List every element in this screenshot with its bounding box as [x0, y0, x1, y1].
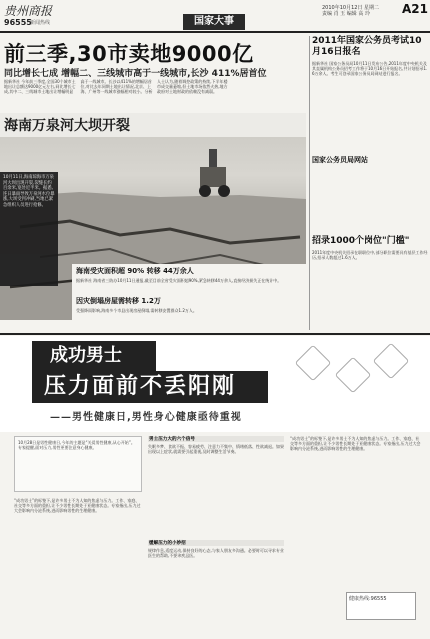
column-divider [309, 36, 310, 330]
masthead-logo: 贵州商报 [4, 4, 53, 18]
inset-headline-2: 因灾倒塌房屋需转移 1.2万 [76, 297, 161, 305]
hotline-number: 96555 [4, 18, 32, 27]
inset-body-1: 据新华社 海南省三防办10月11日通报,截至目前全省受灾面积超90%,紧急转移44万余人,直接经济损失正在统计中。 [76, 278, 282, 283]
photo-caption-text: 10月11日,海南琼海市万泉河大坝出现开裂,裂缝长约百余米,宽处近半米。据悉,连日暴雨导致万泉河水位暴涨,大坝受到冲刷,当地已紧急组织人员进行抢修。 [3, 175, 55, 208]
section-tab: 国家大事 [183, 14, 245, 30]
lead-body: 据新华社 今年前三季度,全国30个城市土地出让总额达9000亿元左右,同比增长七成,其中二、三线城市土地出让增幅明显高于一线城市。长沙以411%的增幅居首位,对比去年同期土地出让情况,北京、上海、广州等一线城市涨幅相对较小。分析人士认为,随着调控政策的持续,下半年楼市成交量萎缩,但土地市场依然火热,地方政府对土地财政的依赖没有减弱。 [4, 79, 228, 95]
sidebar-headline-1: 2011年国家公务员考试10月16日报名 [312, 36, 422, 57]
feature-tagline: ——男性健康日,男性身心健康亟待重视 [50, 412, 242, 423]
feature-col3-text: 规律作息,适度运动,保持良好的心态,与家人朋友多沟通。必要时可以寻求专业医生的帮助,不要讳疾忌医。 [148, 548, 284, 559]
feature-intro-box [14, 436, 142, 492]
feature-col3-label: 缓解压力的小妙招 [148, 540, 284, 546]
flood-inset [72, 264, 306, 320]
health-hotline-text: 健康热线:96555 [349, 596, 387, 602]
inset-headline-1: 海南受灾面积超 90% 转移 44万余人 [76, 267, 194, 275]
feature-headline-line2: 压力面前不丢阳刚 [32, 371, 268, 403]
feature-rule [0, 333, 430, 335]
page-number: A21 [402, 2, 428, 16]
lead-headline: 前三季,30市卖地9000亿 [4, 42, 254, 66]
feature-col2-label: 男士压力大的六个信号 [148, 436, 284, 442]
lead-subhead: 同比增长七成 增幅二、三线城市高于一线城市,长沙 411%居首位 [4, 69, 267, 79]
hotline-label: 新闻热线 [30, 20, 51, 26]
feature-col2-text: 失眠多梦、食欲不振、容易疲劳、注意力不集中、情绪低落、性欲减退。如果出现以上症状,就需要引起重视,及时调整生活节奏。 [148, 444, 284, 455]
feature-intro-text: 10月28日是男性健康日,今年的主题是“关爱男性健康,从心开始”。专家提醒,面对压力,男性更要注意身心健康。 [18, 440, 135, 451]
sidebar-headline-2: 国家公务员局网站 [312, 156, 368, 164]
sidebar-body-1: 据新华社 国家公务员局10月11日发布公告,2011年度中央机关及其直属机构公务员招考工作将于10月16日开始报名,共计划招录1.6万余人。考生可登录国家公务员局网站进行报名。 [312, 61, 428, 77]
sidebar-headline-3: 招录1000个岗位"门槛" [312, 236, 410, 246]
photo-title: 海南万泉河大坝开裂 [4, 118, 130, 134]
feature-column-2 [148, 436, 284, 636]
feature-col4-text: “成功男士”的标签下,是许多男士不为人知的焦虑与压力。工作、家庭、社交等多方面的重担,让不少男性长期处于亚健康状态。专家指出,压力过大会影响内分泌系统,进而影响男性的生理健康。 [290, 436, 421, 452]
feature-column-1: “成功男士”的标签下,是许多男士不为人知的焦虑与压力。工作、家庭、社交等多方面的重担,让不少男性长期处于亚健康状态。专家指出,压力过大会影响内分泌系统,进而影响男性的生理健康。 [14, 498, 141, 514]
masthead-rule [0, 31, 430, 33]
editor-line: 责编 肖 玉 编辑 高 玲 [322, 11, 370, 17]
photo-caption [0, 172, 58, 286]
date-line: 2010年10月12日 星期二 [322, 5, 380, 11]
feature-column-3 [290, 436, 422, 636]
sidebar-body-3: 2011年度中央机关招录在职职位中,部分职位需要具有基层工作经历,招录人数超过1.6万人。 [312, 250, 428, 261]
inset-body-2: 受强降雨影响,海南多个市县出现房屋倒塌,需转移安置群众1.2万人。 [76, 308, 197, 313]
health-hotline-box [346, 592, 416, 620]
feature-headline-line1: 成功男士 [32, 341, 156, 371]
